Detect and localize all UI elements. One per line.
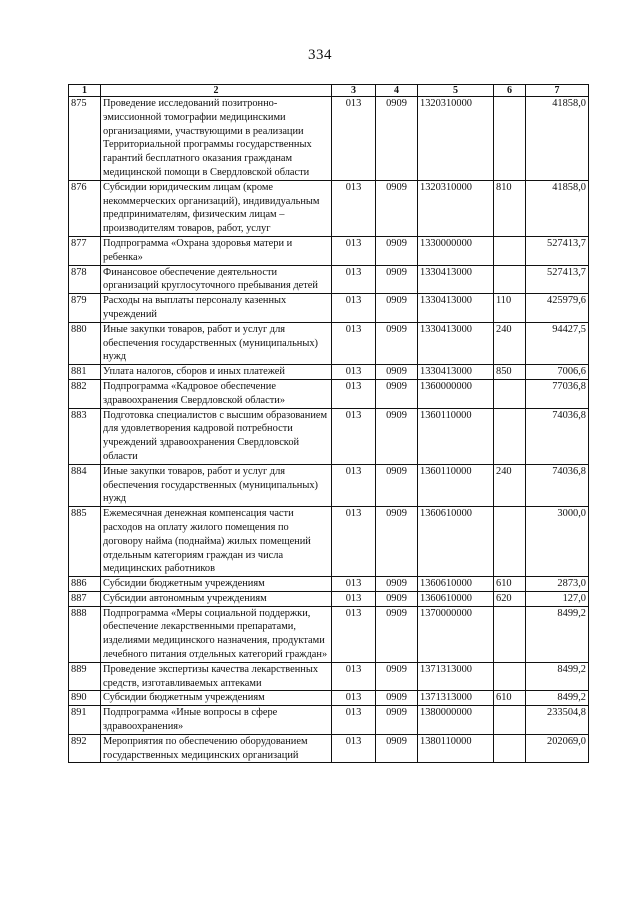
row-number: 892 [69, 734, 101, 763]
table-row [69, 706, 589, 735]
row-target-code: 1380000000 [418, 706, 494, 735]
row-number: 888 [69, 606, 101, 662]
column-header: 2 [101, 85, 332, 97]
row-expense-type-code [494, 507, 526, 577]
row-name: Субсидии автономным учреждениям [101, 591, 332, 606]
row-ved-code: 013 [332, 591, 376, 606]
row-section-code: 0909 [376, 577, 418, 592]
row-amount: 425979,6 [526, 294, 589, 323]
row-target-code: 1330413000 [418, 294, 494, 323]
row-ved-code: 013 [332, 294, 376, 323]
row-amount: 3000,0 [526, 507, 589, 577]
row-section-code: 0909 [376, 662, 418, 691]
row-number: 885 [69, 507, 101, 577]
budget-table [68, 84, 589, 763]
column-header: 5 [418, 85, 494, 97]
column-header: 7 [526, 85, 589, 97]
table-body [69, 97, 589, 763]
row-name: Подпрограмма «Меры социальной поддержки, обеспечение лекарственными препаратами, изделиями медицинского назначения, продуктами лечебного питания отдельных категорий граждан» [101, 606, 332, 662]
row-section-code: 0909 [376, 236, 418, 265]
table-header-row [69, 85, 589, 97]
row-amount: 74036,8 [526, 408, 589, 464]
row-ved-code: 013 [332, 691, 376, 706]
row-expense-type-code [494, 662, 526, 691]
row-target-code: 1360610000 [418, 591, 494, 606]
row-amount: 527413,7 [526, 236, 589, 265]
table-row [69, 365, 589, 380]
row-ved-code: 013 [332, 180, 376, 236]
table-row [69, 662, 589, 691]
row-target-code: 1330413000 [418, 322, 494, 364]
table-row [69, 379, 589, 408]
row-number: 887 [69, 591, 101, 606]
row-target-code: 1371313000 [418, 691, 494, 706]
row-ved-code: 013 [332, 322, 376, 364]
row-target-code: 1330413000 [418, 265, 494, 294]
row-target-code: 1330413000 [418, 365, 494, 380]
row-amount: 202069,0 [526, 734, 589, 763]
row-expense-type-code: 610 [494, 577, 526, 592]
table-row [69, 322, 589, 364]
row-target-code: 1370000000 [418, 606, 494, 662]
column-header: 3 [332, 85, 376, 97]
row-amount: 77036,8 [526, 379, 589, 408]
row-section-code: 0909 [376, 734, 418, 763]
row-name: Субсидии юридическим лицам (кроме некоммерческих организаций), индивидуальным предпринимателям, физическим лицам – производителям товаров, работ, услуг [101, 180, 332, 236]
row-name: Проведение экспертизы качества лекарственных средств, изготавливаемых аптеками [101, 662, 332, 691]
row-expense-type-code: 810 [494, 180, 526, 236]
row-section-code: 0909 [376, 322, 418, 364]
row-target-code: 1320310000 [418, 97, 494, 181]
row-amount: 94427,5 [526, 322, 589, 364]
table-row [69, 464, 589, 506]
table-row [69, 591, 589, 606]
row-ved-code: 013 [332, 507, 376, 577]
row-expense-type-code: 610 [494, 691, 526, 706]
row-expense-type-code [494, 265, 526, 294]
row-name: Подпрограмма «Кадровое обеспечение здравоохранения Свердловской области» [101, 379, 332, 408]
row-amount: 2873,0 [526, 577, 589, 592]
table-row [69, 507, 589, 577]
table-row [69, 408, 589, 464]
row-amount: 8499,2 [526, 691, 589, 706]
row-number: 884 [69, 464, 101, 506]
row-expense-type-code [494, 734, 526, 763]
table-row [69, 236, 589, 265]
row-section-code: 0909 [376, 97, 418, 181]
row-ved-code: 013 [332, 379, 376, 408]
row-target-code: 1360000000 [418, 379, 494, 408]
row-section-code: 0909 [376, 265, 418, 294]
row-expense-type-code [494, 97, 526, 181]
row-expense-type-code [494, 606, 526, 662]
row-expense-type-code: 240 [494, 464, 526, 506]
table-row [69, 265, 589, 294]
table-row [69, 180, 589, 236]
row-number: 879 [69, 294, 101, 323]
row-amount: 41858,0 [526, 180, 589, 236]
row-amount: 8499,2 [526, 662, 589, 691]
row-target-code: 1360110000 [418, 408, 494, 464]
row-number: 889 [69, 662, 101, 691]
row-section-code: 0909 [376, 464, 418, 506]
table-row [69, 734, 589, 763]
row-target-code: 1380110000 [418, 734, 494, 763]
row-ved-code: 013 [332, 734, 376, 763]
row-amount: 8499,2 [526, 606, 589, 662]
row-ved-code: 013 [332, 662, 376, 691]
row-target-code: 1360610000 [418, 577, 494, 592]
table-row [69, 97, 589, 181]
row-name: Субсидии бюджетным учреждениям [101, 691, 332, 706]
row-ved-code: 013 [332, 365, 376, 380]
row-section-code: 0909 [376, 606, 418, 662]
row-ved-code: 013 [332, 606, 376, 662]
row-target-code: 1360110000 [418, 464, 494, 506]
row-name: Финансовое обеспечение деятельности организаций круглосуточного пребывания детей [101, 265, 332, 294]
row-name: Иные закупки товаров, работ и услуг для обеспечения государственных (муниципальных) нужд [101, 322, 332, 364]
row-ved-code: 013 [332, 97, 376, 181]
row-amount: 233504,8 [526, 706, 589, 735]
row-name: Проведение исследований позитронно-эмиссионной томографии медицинскими организациями, участвующими в реализации Территориальной программы государственных гарантий бесплатного оказания гражданам медицинской помощи в Свердловской области [101, 97, 332, 181]
table-row [69, 691, 589, 706]
row-target-code: 1360610000 [418, 507, 494, 577]
row-section-code: 0909 [376, 591, 418, 606]
row-ved-code: 013 [332, 265, 376, 294]
row-section-code: 0909 [376, 706, 418, 735]
column-header: 1 [69, 85, 101, 97]
row-expense-type-code [494, 379, 526, 408]
row-ved-code: 013 [332, 236, 376, 265]
row-name: Уплата налогов, сборов и иных платежей [101, 365, 332, 380]
page-number: 334 [308, 47, 332, 63]
row-expense-type-code: 240 [494, 322, 526, 364]
row-number: 877 [69, 236, 101, 265]
row-ved-code: 013 [332, 577, 376, 592]
row-section-code: 0909 [376, 408, 418, 464]
row-target-code: 1371313000 [418, 662, 494, 691]
row-ved-code: 013 [332, 706, 376, 735]
row-name: Иные закупки товаров, работ и услуг для обеспечения государственных (муниципальных) нужд [101, 464, 332, 506]
row-name: Мероприятия по обеспечению оборудованием государственных медицинских организаций [101, 734, 332, 763]
row-expense-type-code: 110 [494, 294, 526, 323]
row-section-code: 0909 [376, 365, 418, 380]
row-amount: 41858,0 [526, 97, 589, 181]
row-name: Расходы на выплаты персоналу казенных учреждений [101, 294, 332, 323]
table-row [69, 606, 589, 662]
row-number: 882 [69, 379, 101, 408]
row-number: 890 [69, 691, 101, 706]
row-section-code: 0909 [376, 294, 418, 323]
row-expense-type-code: 850 [494, 365, 526, 380]
row-section-code: 0909 [376, 507, 418, 577]
row-ved-code: 013 [332, 464, 376, 506]
row-name: Ежемесячная денежная компенсация части расходов на оплату жилого помещения по договору найма (поднайма) жилых помещений отдельным категориям граждан из числа медицинских работников [101, 507, 332, 577]
row-target-code: 1330000000 [418, 236, 494, 265]
row-ved-code: 013 [332, 408, 376, 464]
column-header: 6 [494, 85, 526, 97]
column-header: 4 [376, 85, 418, 97]
row-expense-type-code [494, 706, 526, 735]
row-name: Подпрограмма «Иные вопросы в сфере здравоохранения» [101, 706, 332, 735]
row-number: 875 [69, 97, 101, 181]
row-amount: 74036,8 [526, 464, 589, 506]
row-number: 891 [69, 706, 101, 735]
row-number: 881 [69, 365, 101, 380]
row-name: Субсидии бюджетным учреждениям [101, 577, 332, 592]
row-number: 876 [69, 180, 101, 236]
row-amount: 7006,6 [526, 365, 589, 380]
row-expense-type-code [494, 408, 526, 464]
row-section-code: 0909 [376, 379, 418, 408]
row-amount: 527413,7 [526, 265, 589, 294]
row-number: 878 [69, 265, 101, 294]
row-section-code: 0909 [376, 180, 418, 236]
row-expense-type-code [494, 236, 526, 265]
row-target-code: 1320310000 [418, 180, 494, 236]
row-name: Подготовка специалистов с высшим образованием для удовлетворения кадровой потребности учреждений здравоохранения Свердловской области [101, 408, 332, 464]
row-name: Подпрограмма «Охрана здоровья матери и ребенка» [101, 236, 332, 265]
row-expense-type-code: 620 [494, 591, 526, 606]
row-amount: 127,0 [526, 591, 589, 606]
row-number: 883 [69, 408, 101, 464]
table-row [69, 577, 589, 592]
row-section-code: 0909 [376, 691, 418, 706]
row-number: 886 [69, 577, 101, 592]
row-number: 880 [69, 322, 101, 364]
table-row [69, 294, 589, 323]
